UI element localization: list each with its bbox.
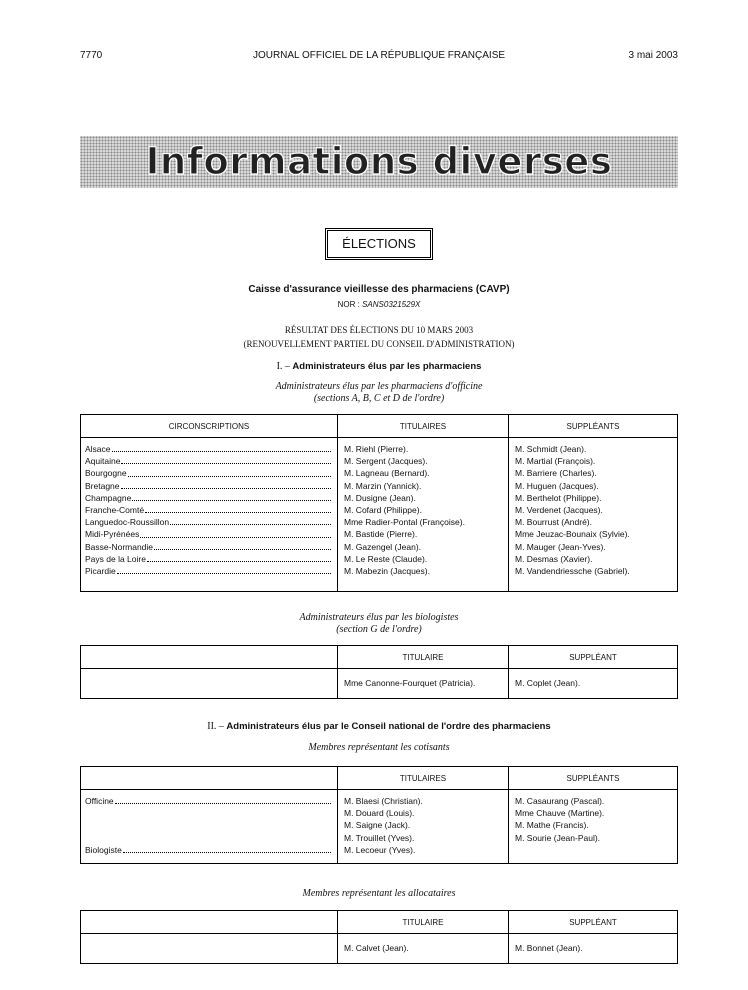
list-item: M. Huguen (Jacques). <box>515 480 599 491</box>
list-item: M. Lagneau (Bernard). <box>344 468 430 479</box>
titulaires-list <box>344 443 502 577</box>
section-1-number: I. – <box>276 361 290 372</box>
list-item: M. Saigne (Jack). <box>344 820 411 831</box>
list-item-label: Franche-Comté <box>85 504 145 515</box>
list-item <box>85 467 333 479</box>
col-titulaire: TITULAIRE <box>338 911 509 934</box>
leader-dots <box>132 492 331 501</box>
list-item: M. Riehl (Pierre). <box>344 444 409 454</box>
nor-label: NOR : <box>337 300 360 309</box>
list-item: M. Bourrust (André). <box>515 517 592 528</box>
list-item: M. Trouillet (Yves). <box>344 832 415 843</box>
list-item-label: Champagne <box>85 492 132 503</box>
list-item: M. Sourie (Jean-Paul). <box>515 832 601 843</box>
leader-dots <box>117 565 331 574</box>
list-item: M. Sergent (Jacques). <box>344 456 428 467</box>
leader-dots <box>115 795 331 804</box>
journal-title: JOURNAL OFFICIEL DE LA RÉPUBLIQUE FRANÇAISE <box>252 50 506 61</box>
leader-dots <box>140 528 331 537</box>
list-item: Mme Chauve (Martine). <box>515 808 605 819</box>
list-item-label: Pays de la Loire <box>85 553 146 564</box>
leader-dots <box>112 443 331 452</box>
allocataires-suppleant: M. Bonnet (Jean). <box>509 934 678 964</box>
result-line-1: RÉSULTAT DES ÉLECTIONS DU 10 MARS 2003 <box>284 325 474 335</box>
leader-dots <box>121 480 332 489</box>
nor-code: SANS0321529X <box>362 300 421 309</box>
row-biologiste <box>85 844 333 856</box>
list-item: M. Desmas (Xavier). <box>515 553 593 564</box>
list-item: M. Marzin (Yannick). <box>344 480 422 491</box>
list-item <box>85 516 333 528</box>
label-biologiste: Biologiste <box>85 844 122 855</box>
col-circonscriptions: CIRCONSCRIPTIONS <box>81 415 338 438</box>
col-titulaire: TITULAIRE <box>338 646 509 669</box>
list-item-label: Midi-Pyrénées <box>85 529 140 540</box>
elections-heading <box>327 230 431 258</box>
table-cotisants <box>80 766 678 864</box>
table-allocataires <box>80 910 678 964</box>
section-1-sub1-line1: Administrateurs élus par les pharmaciens d'officine <box>275 381 483 392</box>
banner-title: Informations diverses <box>145 140 613 183</box>
list-item: M. Berthelot (Philippe). <box>515 492 602 503</box>
cotisants-suppleants-list <box>515 795 671 844</box>
list-item-label: Languedoc-Roussillon <box>85 517 170 528</box>
page-number: 7770 <box>80 50 103 61</box>
list-item: M. Lecoeur (Yves). <box>344 844 416 855</box>
list-item-label: Bretagne <box>85 480 120 491</box>
list-item: M. Bastide (Pierre). <box>344 529 418 540</box>
list-item-label: Basse-Normandie <box>85 541 154 552</box>
list-item: M. Cofard (Philippe). <box>344 504 422 515</box>
circonscriptions-list <box>85 443 333 577</box>
suppleants-list <box>515 443 671 577</box>
label-officine: Officine <box>85 796 114 806</box>
organization-title: Caisse d'assurance vieillesse des pharmaciens (CAVP) <box>248 284 510 295</box>
list-item <box>85 528 333 540</box>
leader-dots <box>170 516 331 525</box>
list-item: M. Mathe (Francis). <box>515 820 589 831</box>
section-1-sub2-line1: Administrateurs élus par les biologistes <box>299 612 459 623</box>
leader-dots <box>145 504 331 513</box>
row-officine <box>85 795 333 807</box>
table-pharmaciens-officine <box>80 414 678 592</box>
list-item: M. Verdenet (Jacques). <box>515 504 603 515</box>
list-item: Mme Jeuzac-Bounaix (Sylvie). <box>515 529 630 540</box>
col-suppleant: SUPPLÉANT <box>509 911 678 934</box>
col-empty <box>81 767 338 790</box>
list-item <box>85 565 333 577</box>
col-suppleants: SUPPLÉANTS <box>509 415 678 438</box>
leader-dots <box>128 467 331 476</box>
list-item: M. Douard (Louis). <box>344 808 415 819</box>
list-item: M. Barriere (Charles). <box>515 468 597 479</box>
col-suppleant: SUPPLÉANT <box>509 646 678 669</box>
section-2-title: Administrateurs élus par le Conseil national de l'ordre des pharmaciens <box>226 721 551 732</box>
list-item <box>85 443 333 455</box>
list-item <box>85 504 333 516</box>
table-biologistes <box>80 645 678 699</box>
leader-dots <box>154 541 331 550</box>
biologistes-suppleant: M. Coplet (Jean). <box>509 669 678 699</box>
section-banner <box>80 136 678 188</box>
list-item-label: Alsace <box>85 444 111 454</box>
leader-dots <box>123 844 331 853</box>
elections-label: ÉLECTIONS <box>342 236 416 251</box>
list-item: M. Vandendriessche (Gabriel). <box>515 565 630 576</box>
list-item: M. Blaesi (Christian). <box>344 796 423 806</box>
col-suppleants: SUPPLÉANTS <box>509 767 678 790</box>
list-item: M. Martial (François). <box>515 456 596 467</box>
list-item: M. Mauger (Jean-Yves). <box>515 541 606 552</box>
list-item: M. Le Reste (Claude). <box>344 553 428 564</box>
leader-dots <box>147 553 331 562</box>
list-item <box>85 492 333 504</box>
col-empty <box>81 911 338 934</box>
col-empty <box>81 646 338 669</box>
col-titulaires: TITULAIRES <box>338 415 509 438</box>
section-1-sub1-line2: (sections A, B, C et D de l'ordre) <box>313 393 445 404</box>
leader-dots <box>121 455 331 464</box>
list-item: M. Mabezin (Jacques). <box>344 565 430 576</box>
list-item-label: Aquitaine <box>85 456 121 467</box>
list-item <box>85 541 333 553</box>
nor-reference <box>80 300 678 309</box>
list-item: Mme Radier-Pontal (Françoise). <box>344 517 465 528</box>
list-item: M. Casaurang (Pascal). <box>515 796 605 806</box>
section-1-title: Administrateurs élus par les pharmaciens <box>292 361 482 372</box>
list-item: M. Dusigne (Jean). <box>344 492 416 503</box>
section-2-heading <box>80 721 678 732</box>
section-2-sub2: Membres représentant les allocataires <box>302 888 456 899</box>
list-item-label: Picardie <box>85 565 116 576</box>
section-2-sub1: Membres représentant les cotisants <box>308 742 450 753</box>
list-item: M. Schmidt (Jean). <box>515 444 587 454</box>
list-item <box>85 455 333 467</box>
allocataires-titulaire: M. Calvet (Jean). <box>338 934 509 964</box>
section-1-sub2-line2: (section G de l'ordre) <box>336 624 422 635</box>
cotisants-titulaires-list <box>344 795 502 856</box>
list-item-label: Bourgogne <box>85 468 127 479</box>
col-titulaires: TITULAIRES <box>338 767 509 790</box>
section-1-heading <box>80 361 678 372</box>
list-item: M. Gazengel (Jean). <box>344 541 422 552</box>
section-2-number: II. – <box>207 721 224 732</box>
list-item <box>85 553 333 565</box>
publication-date: 3 mai 2003 <box>628 50 678 61</box>
list-item <box>85 480 333 492</box>
biologistes-titulaire: Mme Canonne-Fourquet (Patricia). <box>338 669 509 699</box>
result-line-2: (RENOUVELLEMENT PARTIEL DU CONSEIL D'ADMINISTRATION) <box>243 339 515 349</box>
